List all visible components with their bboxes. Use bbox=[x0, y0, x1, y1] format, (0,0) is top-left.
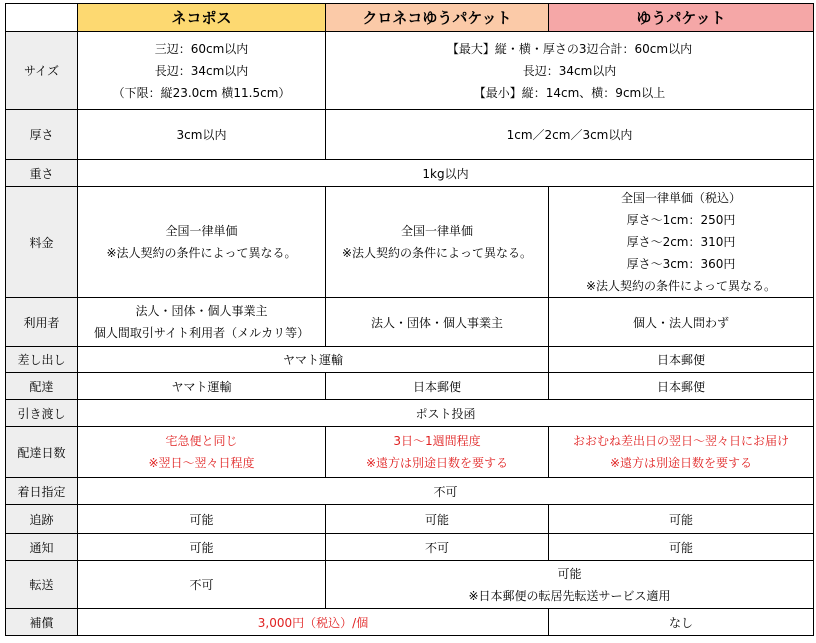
cell-dropoff-yamato: ヤマト運輸 bbox=[78, 347, 549, 373]
cell-days-kuroneko bbox=[326, 427, 549, 478]
cell-users-kuroneko: 法人・団体・個人事業主 bbox=[326, 298, 549, 347]
cell-days-yupacket bbox=[549, 427, 814, 478]
size-shared-line: 長辺：34cm以内 bbox=[522, 63, 617, 78]
row-label-notice: 通知 bbox=[6, 534, 78, 561]
cell-weight-all: 1kg以内 bbox=[78, 160, 814, 187]
days-kuroneko-line: ※遠方は別途日数を要する bbox=[365, 456, 509, 470]
forwarding-shared-line: 可能 bbox=[557, 566, 582, 581]
cell-fee-yupacket bbox=[549, 187, 814, 298]
cell-thickness-shared: 1cm／2cm／3cm以内 bbox=[326, 110, 814, 160]
row-label-tracking: 追跡 bbox=[6, 505, 78, 534]
size-nekopos-line: 三辺：60cm以内 bbox=[154, 41, 249, 56]
cell-forwarding-shared bbox=[326, 561, 814, 609]
row-label-days: 配達日数 bbox=[6, 427, 78, 478]
header-corner bbox=[6, 4, 78, 32]
row-days bbox=[6, 427, 814, 478]
users-nekopos-line: 個人間取引サイト利用者（メルカリ等） bbox=[93, 326, 310, 340]
cell-users-yupacket: 個人・法人問わず bbox=[549, 298, 814, 347]
header-kuroneko: クロネコゆうパケット bbox=[326, 4, 549, 32]
row-compensation bbox=[6, 609, 814, 636]
days-kuroneko-line: 3日～1週間程度 bbox=[393, 434, 481, 448]
cell-delivery-kuroneko: 日本郵便 bbox=[326, 373, 549, 400]
fee-kuroneko-line: ※法人契約の条件によって異なる。 bbox=[341, 246, 533, 260]
forwarding-shared-line: ※日本郵便の転居先転送サービス適用 bbox=[468, 588, 671, 603]
cell-tracking-yupacket: 可能 bbox=[549, 505, 814, 534]
cell-notice-nekopos: 可能 bbox=[78, 534, 326, 561]
users-nekopos-line: 法人・団体・個人事業主 bbox=[135, 304, 268, 318]
cell-delivery-yupacket: 日本郵便 bbox=[549, 373, 814, 400]
cell-fee-nekopos bbox=[78, 187, 326, 298]
comparison-table bbox=[5, 3, 814, 636]
fee-nekopos-line: ※法人契約の条件によって異なる。 bbox=[106, 246, 297, 260]
fee-yupacket-line: 厚さ～3cm：360円 bbox=[626, 257, 736, 271]
row-label-handover: 引き渡し bbox=[6, 400, 78, 427]
row-label-thickness: 厚さ bbox=[6, 110, 78, 160]
row-label-weight: 重さ bbox=[6, 160, 78, 187]
cell-tracking-nekopos: 可能 bbox=[78, 505, 326, 534]
size-nekopos-line: （下限：縦23.0cm 横11.5cm） bbox=[112, 85, 291, 100]
cell-delivery-nekopos: ヤマト運輸 bbox=[78, 373, 326, 400]
row-tracking bbox=[6, 505, 814, 534]
row-thickness bbox=[6, 110, 814, 160]
cell-thickness-nekopos: 3cm以内 bbox=[78, 110, 326, 160]
fee-kuroneko-line: 全国一律単価 bbox=[400, 224, 473, 238]
cell-handover-all: ポスト投函 bbox=[78, 400, 814, 427]
row-weight bbox=[6, 160, 814, 187]
cell-fee-kuroneko bbox=[326, 187, 549, 298]
cell-tracking-kuroneko: 可能 bbox=[326, 505, 549, 534]
fee-nekopos-line: 全国一律単価 bbox=[165, 224, 238, 238]
row-delivery bbox=[6, 373, 814, 400]
cell-forwarding-nekopos: 不可 bbox=[78, 561, 326, 609]
cell-compensation-yupacket: なし bbox=[549, 609, 814, 636]
row-handover bbox=[6, 400, 814, 427]
days-yupacket-line: ※遠方は別途日数を要する bbox=[609, 456, 753, 470]
size-shared-line: 【最大】縦・横・厚さの3辺合計：60cm以内 bbox=[446, 41, 693, 56]
row-label-dropoff: 差し出し bbox=[6, 347, 78, 373]
fee-yupacket-line: 厚さ～1cm：250円 bbox=[626, 213, 736, 227]
cell-days-nekopos bbox=[78, 427, 326, 478]
fee-yupacket-line: 全国一律単価（税込） bbox=[620, 191, 741, 205]
cell-size-shared bbox=[326, 32, 814, 110]
cell-notice-kuroneko: 不可 bbox=[326, 534, 549, 561]
row-size bbox=[6, 32, 814, 110]
header-nekopos: ネコポス bbox=[78, 4, 326, 32]
cell-notice-yupacket: 可能 bbox=[549, 534, 814, 561]
row-date-spec bbox=[6, 478, 814, 505]
row-users bbox=[6, 298, 814, 347]
header-row bbox=[6, 4, 814, 32]
row-label-date-spec: 着日指定 bbox=[6, 478, 78, 505]
row-label-delivery: 配達 bbox=[6, 373, 78, 400]
fee-yupacket-line: 厚さ～2cm：310円 bbox=[626, 235, 736, 249]
row-fee bbox=[6, 187, 814, 298]
row-label-users: 利用者 bbox=[6, 298, 78, 347]
row-label-size: サイズ bbox=[6, 32, 78, 110]
row-label-fee: 料金 bbox=[6, 187, 78, 298]
cell-size-nekopos bbox=[78, 32, 326, 110]
row-label-compensation: 補償 bbox=[6, 609, 78, 636]
days-nekopos-line: ※翌日～翌々日程度 bbox=[148, 456, 255, 470]
row-dropoff bbox=[6, 347, 814, 373]
row-label-forwarding: 転送 bbox=[6, 561, 78, 609]
cell-users-nekopos bbox=[78, 298, 326, 347]
days-nekopos-line: 宅急便と同じ bbox=[165, 434, 238, 448]
cell-dropoff-yupacket: 日本郵便 bbox=[549, 347, 814, 373]
row-forwarding bbox=[6, 561, 814, 609]
size-shared-line: 【最小】縦：14cm、横：9cm以上 bbox=[473, 85, 666, 100]
size-nekopos-line: 長辺：34cm以内 bbox=[154, 63, 249, 78]
header-yupacket: ゆうパケット bbox=[549, 4, 814, 32]
fee-yupacket-line: ※法人契約の条件によって異なる。 bbox=[585, 279, 777, 293]
row-notice bbox=[6, 534, 814, 561]
days-yupacket-line: おおむね差出日の翌日～翌々日にお届け bbox=[572, 434, 789, 448]
cell-date-spec-all: 不可 bbox=[78, 478, 814, 505]
cell-compensation-yamato: 3,000円（税込）/個 bbox=[78, 609, 549, 636]
